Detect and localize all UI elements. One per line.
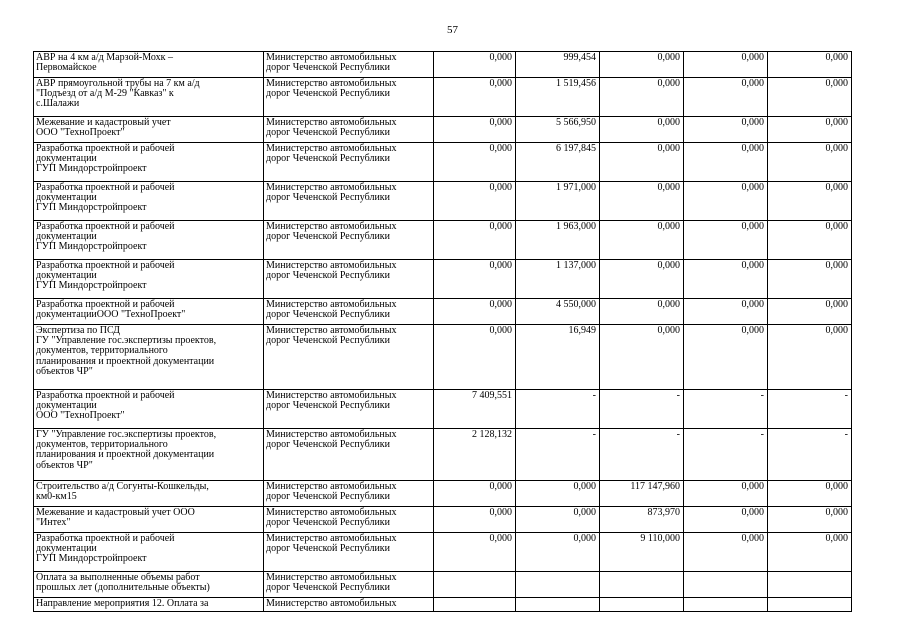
row-value-cell: 0,000 [768,325,852,390]
row-responsible-org: Министерство автомобильных дорог Чеченской Республики [264,572,434,598]
row-value-cell: - [600,390,684,429]
row-value-cell: 0,000 [684,221,768,260]
row-value-cell [768,572,852,598]
row-value-cell: - [768,429,852,481]
row-activity-name: АВР прямоугольной трубы на 7 км а/д "Подъезд от а/д М-29 "Кавказ" к с.Шалажи [34,78,264,117]
row-value-cell: 0,000 [516,481,600,507]
row-responsible-org: Министерство автомобильных дорог Чеченской Республики [264,260,434,299]
table-row [34,299,852,325]
row-value-cell: 0,000 [600,78,684,117]
row-value-cell: 0,000 [600,325,684,390]
row-activity-name: Разработка проектной и рабочей документацииООО "ТехноПроект" [34,299,264,325]
row-value-cell [684,598,768,612]
row-activity-name: Оплата за выполненные объемы работ прошлых лет (дополнительные объекты) [34,572,264,598]
row-value-cell: 0,000 [684,481,768,507]
row-value-cell [768,598,852,612]
row-activity-name: Разработка проектной и рабочей документации ГУП Миндорстройпроект [34,260,264,299]
row-value-cell [600,598,684,612]
row-value-cell: 999,454 [516,52,600,78]
row-value-cell: 0,000 [434,78,516,117]
row-value-cell: 5 566,950 [516,117,600,143]
row-value-cell: 0,000 [768,117,852,143]
row-value-cell: 0,000 [768,507,852,533]
row-value-cell: 6 197,845 [516,143,600,182]
row-responsible-org: Министерство автомобильных дорог Чеченской Республики [264,429,434,481]
row-activity-name: Разработка проектной и рабочей документации ГУП Миндорстройпроект [34,533,264,572]
table-row [34,260,852,299]
row-value-cell: 0,000 [684,117,768,143]
row-value-cell: 0,000 [434,143,516,182]
table-row [34,481,852,507]
row-value-cell: 0,000 [768,481,852,507]
row-value-cell: 0,000 [600,143,684,182]
row-value-cell: 0,000 [434,221,516,260]
row-value-cell: 0,000 [768,143,852,182]
row-value-cell: 0,000 [434,481,516,507]
row-value-cell: 0,000 [768,52,852,78]
row-value-cell: 0,000 [434,533,516,572]
row-value-cell: 0,000 [600,117,684,143]
row-value-cell: - [768,390,852,429]
row-value-cell [434,572,516,598]
row-value-cell: 0,000 [600,52,684,78]
row-value-cell [516,598,600,612]
row-value-cell: - [684,429,768,481]
row-value-cell: 0,000 [768,299,852,325]
table-row [34,325,852,390]
row-value-cell: 0,000 [434,182,516,221]
row-value-cell: - [684,390,768,429]
row-responsible-org: Министерство автомобильных дорог Чеченской Республики [264,78,434,117]
budget-table [33,51,852,612]
row-value-cell [684,572,768,598]
table-row [34,598,852,612]
table-row [34,507,852,533]
row-value-cell: 0,000 [516,507,600,533]
row-responsible-org: Министерство автомобильных дорог Чеченской Республики [264,117,434,143]
row-value-cell: - [600,429,684,481]
table-row [34,429,852,481]
row-value-cell: 0,000 [600,299,684,325]
row-value-cell: 0,000 [434,507,516,533]
row-value-cell: 0,000 [684,260,768,299]
row-value-cell: 0,000 [516,533,600,572]
row-value-cell: 0,000 [434,325,516,390]
table-row [34,221,852,260]
page-number: 57 [447,24,458,36]
row-value-cell: 16,949 [516,325,600,390]
row-value-cell: 0,000 [684,78,768,117]
row-value-cell: 0,000 [768,78,852,117]
row-value-cell: 7 409,551 [434,390,516,429]
row-value-cell: 0,000 [434,260,516,299]
table-row [34,182,852,221]
row-value-cell: 4 550,000 [516,299,600,325]
row-value-cell: 2 128,132 [434,429,516,481]
table-row [34,52,852,78]
table-row [34,533,852,572]
row-value-cell: 0,000 [684,533,768,572]
row-activity-name: Экспертиза по ПСД ГУ "Управление гос.экспертизы проектов, документов, территориального планирования и проектной документации объектов ЧР" [34,325,264,390]
row-value-cell: 0,000 [684,143,768,182]
row-activity-name: АВР на 4 км а/д Марзой-Мохк – Первомайское [34,52,264,78]
row-value-cell [516,572,600,598]
row-value-cell: 1 519,456 [516,78,600,117]
table-row [34,78,852,117]
row-value-cell: 117 147,960 [600,481,684,507]
row-value-cell: 0,000 [768,182,852,221]
row-value-cell: - [516,429,600,481]
table-row [34,143,852,182]
row-value-cell: 1 963,000 [516,221,600,260]
row-activity-name: Строительство а/д Согунты-Кошкельды, км0-км15 [34,481,264,507]
row-activity-name: Разработка проектной и рабочей документации ГУП Миндорстройпроект [34,143,264,182]
row-responsible-org: Министерство автомобильных дорог Чеченской Республики [264,52,434,78]
row-activity-name: ГУ "Управление гос.экспертизы проектов, документов, территориального планирования и проектной документации объектов ЧР" [34,429,264,481]
row-activity-name: Межевание и кадастровый учет ООО "ТехноПроект" [34,117,264,143]
row-value-cell [434,598,516,612]
table-row [34,390,852,429]
row-responsible-org: Министерство автомобильных дорог Чеченской Республики [264,390,434,429]
row-value-cell: 0,000 [600,221,684,260]
row-value-cell: 9 110,000 [600,533,684,572]
row-responsible-org: Министерство автомобильных дорог Чеченской Республики [264,481,434,507]
row-value-cell: 0,000 [684,182,768,221]
row-responsible-org: Министерство автомобильных дорог Чеченской Республики [264,143,434,182]
row-value-cell: 0,000 [684,299,768,325]
row-activity-name: Разработка проектной и рабочей документации ГУП Миндорстройпроект [34,182,264,221]
row-activity-name: Межевание и кадастровый учет ООО "Интех" [34,507,264,533]
row-value-cell: 0,000 [768,221,852,260]
row-value-cell: 0,000 [434,52,516,78]
row-value-cell: 873,970 [600,507,684,533]
row-activity-name: Разработка проектной и рабочей документации ООО "ТехноПроект" [34,390,264,429]
table-row [34,117,852,143]
row-responsible-org: Министерство автомобильных [264,598,434,612]
row-value-cell: 0,000 [768,260,852,299]
row-value-cell: 0,000 [684,507,768,533]
row-value-cell: - [516,390,600,429]
row-activity-name: Направление мероприятия 12. Оплата за [34,598,264,612]
row-value-cell: 1 971,000 [516,182,600,221]
row-value-cell: 0,000 [434,299,516,325]
row-responsible-org: Министерство автомобильных дорог Чеченской Республики [264,325,434,390]
row-value-cell: 0,000 [600,260,684,299]
row-value-cell [600,572,684,598]
row-responsible-org: Министерство автомобильных дорог Чеченской Республики [264,299,434,325]
row-value-cell: 0,000 [434,117,516,143]
budget-table-body [34,52,852,612]
row-responsible-org: Министерство автомобильных дорог Чеченской Республики [264,221,434,260]
row-value-cell: 0,000 [600,182,684,221]
row-responsible-org: Министерство автомобильных дорог Чеченской Республики [264,182,434,221]
row-value-cell: 1 137,000 [516,260,600,299]
table-row [34,572,852,598]
row-responsible-org: Министерство автомобильных дорог Чеченской Республики [264,533,434,572]
row-responsible-org: Министерство автомобильных дорог Чеченской Республики [264,507,434,533]
row-activity-name: Разработка проектной и рабочей документации ГУП Миндорстройпроект [34,221,264,260]
row-value-cell: 0,000 [768,533,852,572]
row-value-cell: 0,000 [684,325,768,390]
row-value-cell: 0,000 [684,52,768,78]
